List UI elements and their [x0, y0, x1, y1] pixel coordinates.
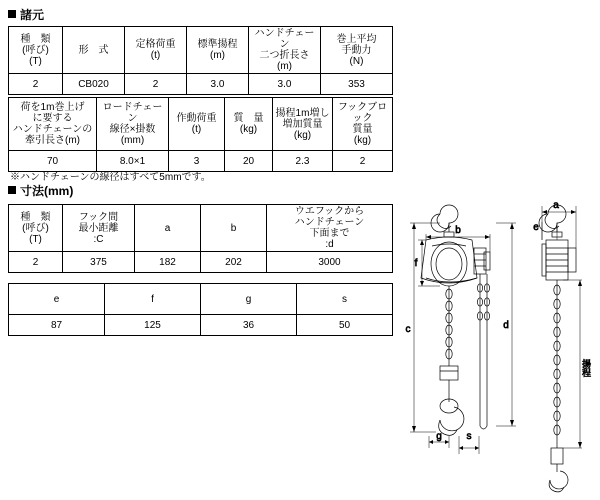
- col-header-load-chain: ロードチェーン 線径×掛数 (mm): [97, 98, 169, 151]
- col-header-type: 種 類 (呼び) (T): [9, 27, 63, 74]
- footnote: ※ハンドチェーンの線径はすべて5mmです。: [10, 172, 211, 183]
- dim-label-a: a: [553, 200, 559, 211]
- cell-rated-load: 2: [125, 74, 187, 95]
- cell-type: 2: [9, 74, 63, 95]
- col-header-hook-block-mass: フックブロック 質量 (kg): [333, 98, 393, 151]
- cell-hand-chain-length: 3.0: [249, 74, 321, 95]
- col-header-operating-load: 作動荷重 (t): [169, 98, 225, 151]
- hand-chain-front: [477, 274, 489, 429]
- col-header-rated-load: 定格荷重 (t): [125, 27, 187, 74]
- cell-type: 2: [9, 252, 63, 273]
- cell-min-hook-distance: 375: [63, 252, 135, 273]
- col-header-hoist-force: 巻上平均 手動力 (N): [321, 27, 393, 74]
- dimension-table-1: [8, 204, 393, 273]
- cell-operating-load: 3: [169, 151, 225, 172]
- dim-label-e: e: [533, 222, 539, 233]
- chain-hoist-drawing: [396, 196, 596, 496]
- table-header-row: [9, 205, 393, 252]
- table-header-row: [9, 27, 393, 74]
- cell-f: 125: [105, 315, 201, 336]
- load-chain-front: [446, 286, 452, 366]
- dim-label-c: c: [405, 324, 411, 335]
- dim-label-d: d: [503, 320, 509, 331]
- hoist-body-side: [542, 240, 576, 280]
- bottom-hook-side: [549, 448, 568, 492]
- dimension-lines: [410, 206, 582, 454]
- section-title-specs-label: 諸元: [20, 8, 45, 22]
- dim-label-b: b: [455, 225, 461, 236]
- col-header-s: s: [297, 284, 393, 315]
- cell-d: 3000: [267, 252, 393, 273]
- section-title-dimensions: [8, 184, 73, 198]
- cell-hook-block-mass: 2: [333, 151, 393, 172]
- dim-label-lift: 揚程: [581, 359, 591, 377]
- cell-g: 36: [201, 315, 297, 336]
- dim-label-g: g: [436, 431, 442, 442]
- col-header-type: 種 類 (呼び) (T): [9, 205, 63, 252]
- spec-table-1: [8, 26, 393, 95]
- table-row: [9, 315, 393, 336]
- col-header-added-mass: 揚程1m増し 増加質量 (kg): [273, 98, 333, 151]
- table-row: [9, 252, 393, 273]
- cell-hand-chain-pull: 70: [9, 151, 97, 172]
- col-header-b: b: [201, 205, 267, 252]
- spec-table-2: [8, 97, 393, 172]
- col-header-min-hook-distance: フック間 最小距離 :C: [63, 205, 135, 252]
- cell-standard-lift: 3.0: [187, 74, 249, 95]
- table-header-row: [9, 98, 393, 151]
- col-header-standard-lift: 標準揚程 (m): [187, 27, 249, 74]
- cell-b: 202: [201, 252, 267, 273]
- hoist-body-front: [421, 237, 477, 286]
- cell-mass: 20: [225, 151, 273, 172]
- square-bullet-icon: [8, 186, 16, 194]
- dim-label-s: s: [466, 431, 472, 442]
- load-chain-side: [554, 280, 560, 448]
- col-header-model: 形 式: [63, 27, 125, 74]
- col-header-d: ウエフックから ハンドチェーン 下面まで :d: [267, 205, 393, 252]
- cell-a: 182: [135, 252, 201, 273]
- gear-housing-front: [474, 248, 490, 274]
- dimension-table-2: [8, 283, 393, 336]
- cell-added-mass: 2.3: [273, 151, 333, 172]
- col-header-f: f: [105, 284, 201, 315]
- col-header-g: g: [201, 284, 297, 315]
- cell-hoist-force: 353: [321, 74, 393, 95]
- cell-e: 87: [9, 315, 105, 336]
- col-header-hand-chain-length: ハンドチェーン 二つ折長さ (m): [249, 27, 321, 74]
- col-header-mass: 質 量 (kg): [225, 98, 273, 151]
- col-header-e: e: [9, 284, 105, 315]
- cell-load-chain: 8.0×1: [97, 151, 169, 172]
- section-title-dimensions-label: 寸法(mm): [20, 184, 74, 198]
- square-bullet-icon: [8, 10, 16, 18]
- table-header-row: [9, 284, 393, 315]
- dim-label-f: f: [414, 258, 418, 269]
- cell-s: 50: [297, 315, 393, 336]
- col-header-a: a: [135, 205, 201, 252]
- bottom-hook-front: [439, 366, 464, 435]
- cell-model: CB020: [63, 74, 125, 95]
- top-hook-front: [431, 205, 458, 237]
- col-header-hand-chain-pull: 荷を1m巻上げ に要する ハンドチェーンの 牽引長さ(m): [9, 98, 97, 151]
- section-title-specs: [8, 8, 44, 22]
- table-row: [9, 74, 393, 95]
